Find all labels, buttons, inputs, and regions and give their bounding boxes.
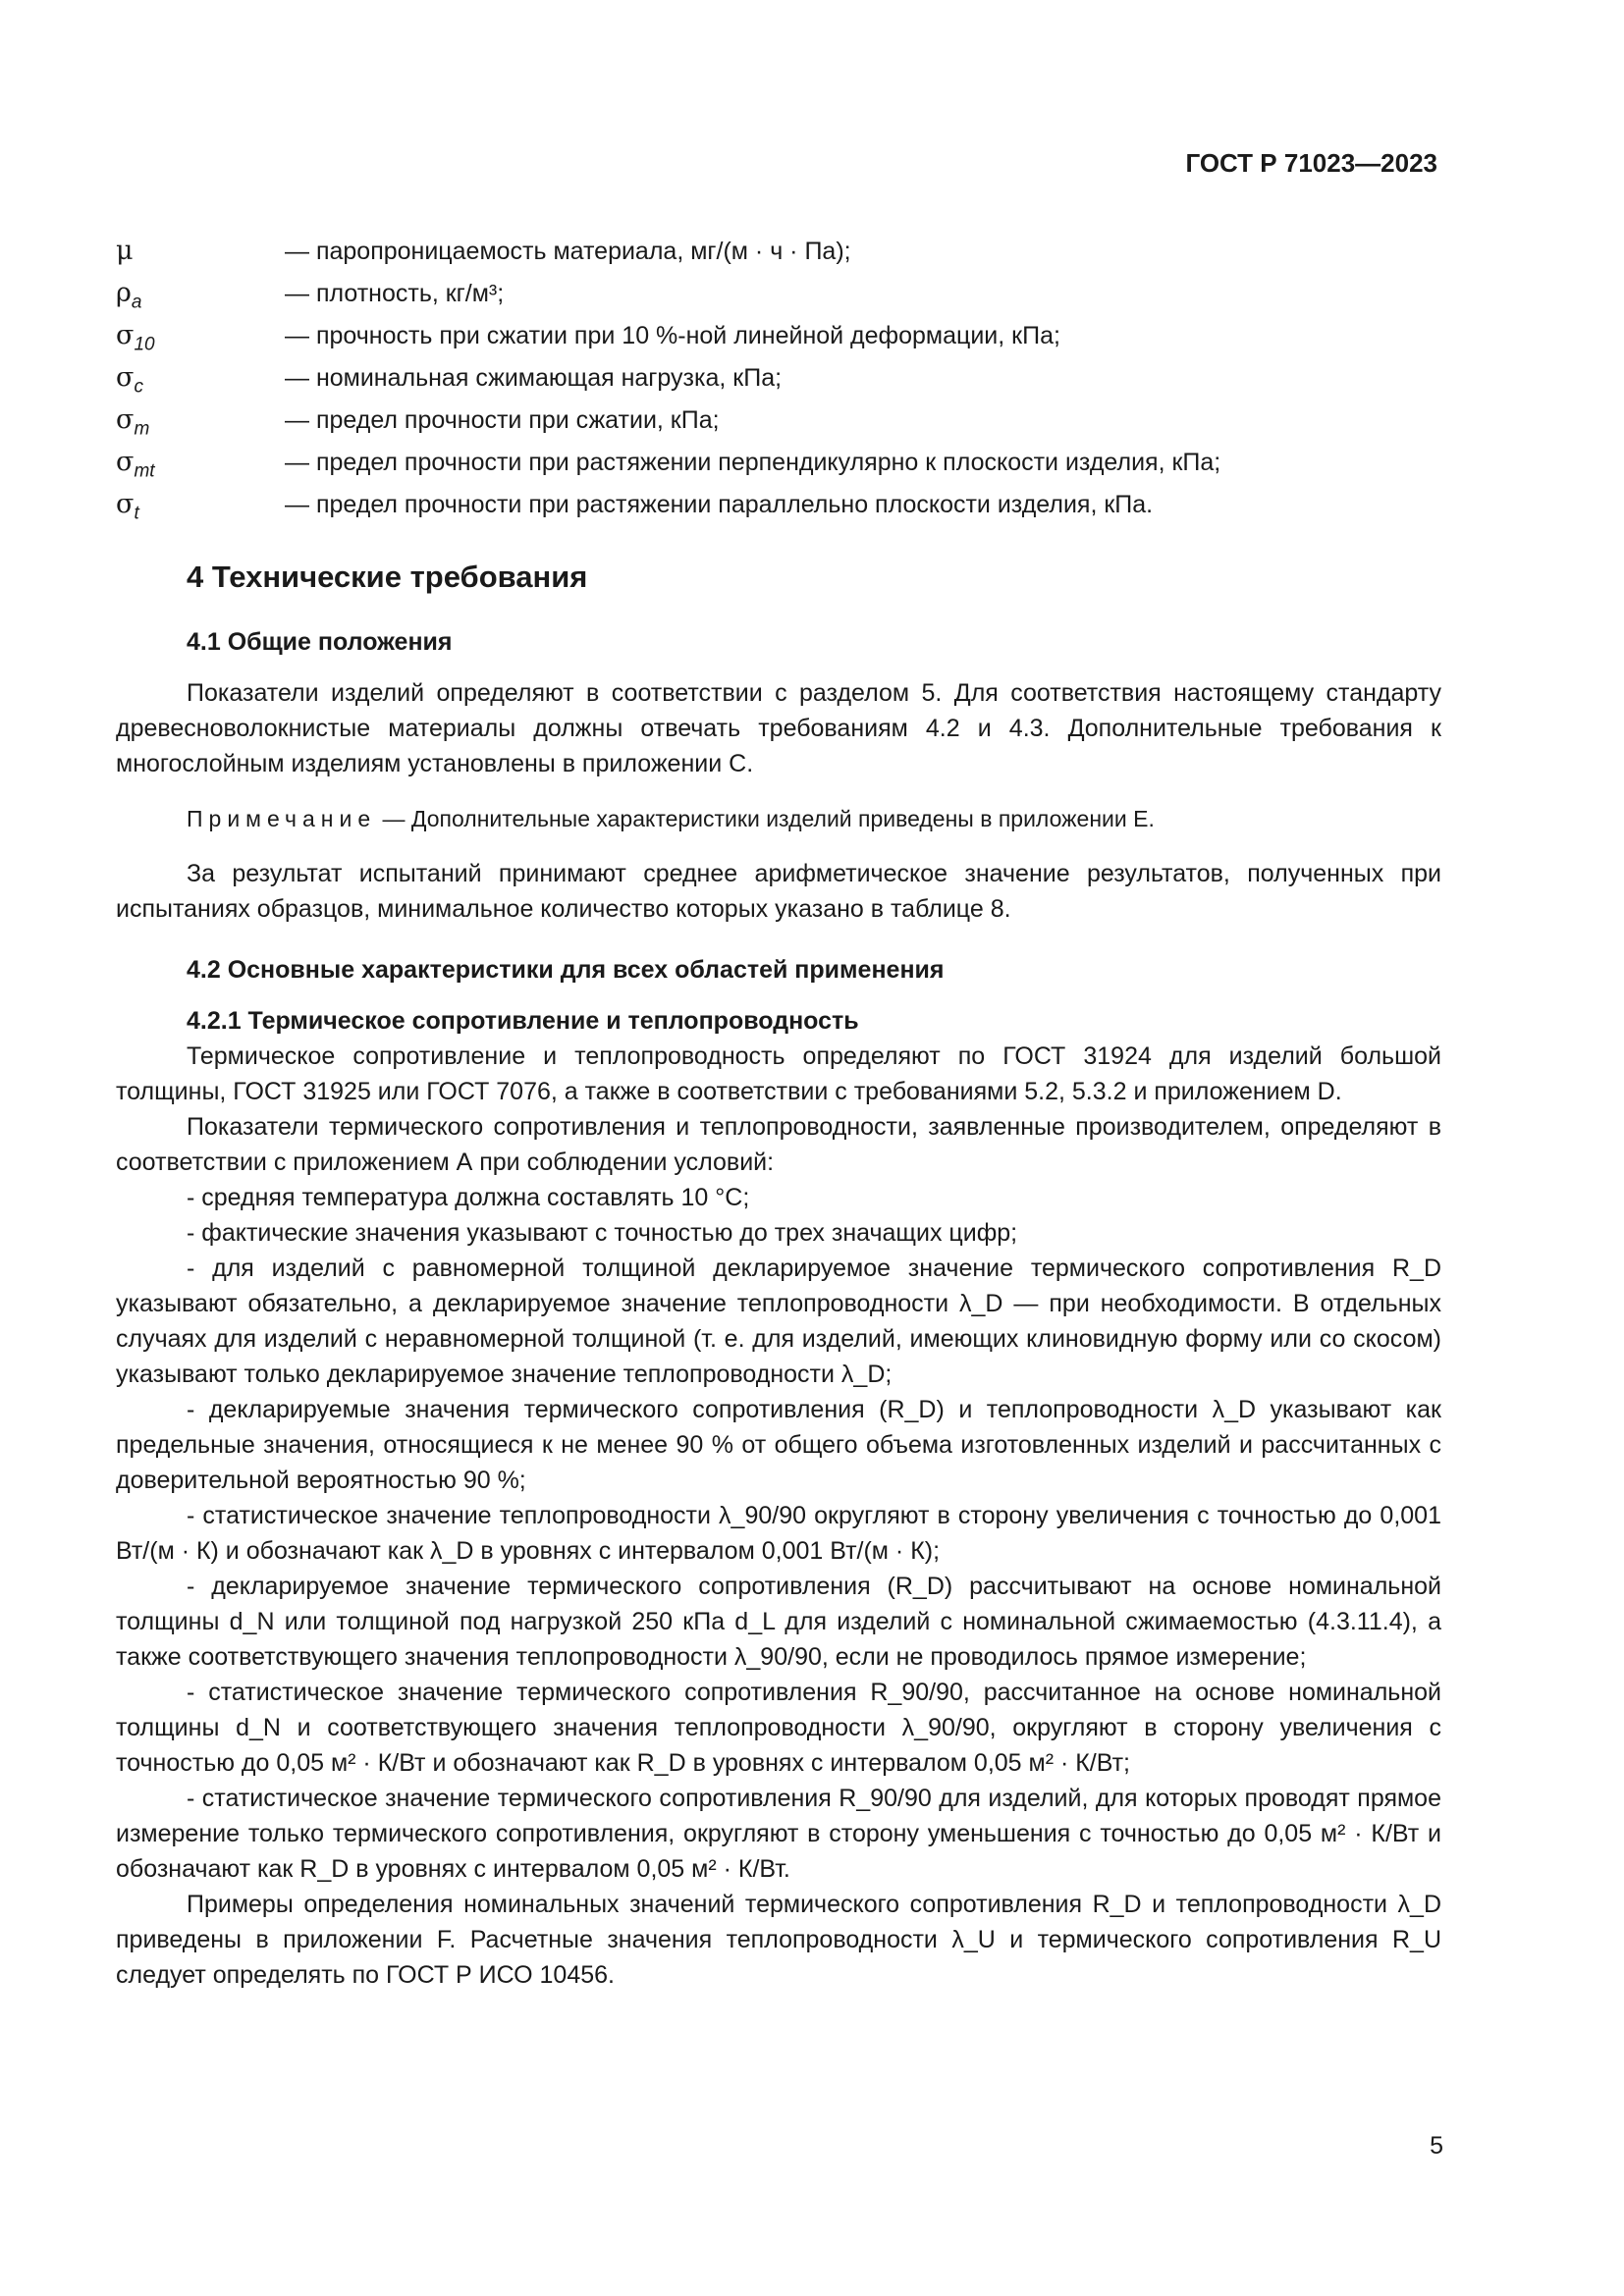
note: Примечание — Дополнительные характеристики изделий приведены в приложении Е. [187,806,1155,831]
list-item: - статистическое значение термического сопротивления R_90/90 для изделий, для которых проводят прямое измерение только термического сопротивления, округляют в сторону уменьшения с точностью до 0,05 м² · К/Вт и обозначают как R_D в уровнях с интервалом 0,05 м² · К/Вт. [116,1785,1441,1883]
subsection-title-4-1: 4.1 Общие положения [187,628,453,656]
list-item: - декларируемое значение термического сопротивления (R_D) рассчитывают на основе номинальной толщины d_N или толщиной под нагрузкой 250 кПа d_L для изделий с номинальной сжимаемостью (4.3.11.4), а также соответствующего значения теплопроводности λ_90/90, если не проводилось прямое измерение; [116,1573,1441,1671]
paragraph: Примеры определения номинальных значений термического сопротивления R_D и теплопроводности λ_D приведены в приложении F. Расчетные значения теплопроводности λ_U и термического сопротивления R_U следует определять по ГОСТ Р ИСО 10456. [116,1891,1441,1989]
list-item: - средняя температура должна составлять 10 °С; [187,1184,750,1211]
symbol-row: $\sigma_{10}$ — прочность при сжатии при 10 %-ной линейной деформации, кПа; [116,318,1441,360]
symbol-row: $\rho_a$ — плотность, кг/м³; [116,276,1441,318]
page-number: 5 [1430,2132,1443,2160]
symbol-row: $\sigma_t$ — предел прочности при растяжении параллельно плоскости изделия, кПа. [116,487,1441,529]
paragraph: Показатели термического сопротивления и теплопроводности, заявленные производителем, определяют в соответствии с приложением А при соблюдении условий: [116,1113,1441,1176]
paragraph: Показатели изделий определяют в соответствии с разделом 5. Для соответствия настоящему стандарту древесноволокнистые материалы должны отвечать требованиям 4.2 и 4.3. Дополнительные требования к многослойным изделиям установлены в приложении С. [116,679,1441,777]
list-item: - фактические значения указывают с точностью до трех значащих цифр; [187,1219,1018,1247]
paragraph: Термическое сопротивление и теплопроводность определяют по ГОСТ 31924 для изделий большой толщины, ГОСТ 31925 или ГОСТ 7076, а также в соответствии с требованиями 5.2, 5.3.2 и приложением D. [116,1042,1441,1105]
symbol-row: $\sigma_m$ — предел прочности при сжатии, кПа; [116,402,1441,445]
symbol-definition: — предел прочности при сжатии, кПа; [285,406,720,434]
list-item: - статистическое значение термического сопротивления R_90/90, рассчитанное на основе номинальной толщины d_N и соответствующего значения теплопроводности λ_90/90, округляют в сторону увеличения с точностью до 0,05 м² · К/Вт и обозначают как R_D в уровнях с интервалом 0,05 м² · К/Вт; [116,1679,1441,1777]
section-content [116,556,1441,1993]
symbol-definition: — номинальная сжимающая нагрузка, кПа; [285,364,783,392]
symbol-definition: — предел прочности при растяжении параллельно плоскости изделия, кПа. [285,491,1154,518]
symbol-row: μ — паропроницаемость материала, мг/(м · ч · Па); [116,234,1441,276]
symbol-definition: — предел прочности при растяжении перпендикулярно к плоскости изделия, кПа; [285,449,1221,476]
section-title: 4 Технические требования [187,560,588,594]
document-header: ГОСТ Р 71023—2023 [1185,148,1437,178]
subsection-title-4-2-1: 4.2.1 Термическое сопротивление и теплопроводность [187,1007,859,1035]
symbol-definition: — прочность при сжатии при 10 %-ной линейной деформации, кПа; [285,322,1060,349]
symbol-definition: — плотность, кг/м³; [285,280,505,307]
subsection-title-4-2: 4.2 Основные характеристики для всех областей применения [187,956,945,984]
list-item: - статистическое значение теплопроводности λ_90/90 округляют в сторону увеличения с точностью до 0,001 Вт/(м · К) и обозначают как λ_D в уровнях с интервалом 0,001 Вт/(м · К); [116,1502,1441,1565]
symbol-definition: — паропроницаемость материала, мг/(м · ч · Па); [285,238,851,265]
paragraph: За результат испытаний принимают среднее арифметическое значение результатов, полученных при испытаниях образцов, минимальное количество которых указано в таблице 8. [116,860,1441,923]
list-item: - декларируемые значения термического сопротивления (R_D) и теплопроводности λ_D указывают как предельные значения, относящиеся к не менее 90 % от общего объема изготовленных изделий и рассчитанных с доверительной вероятностью 90 %; [116,1396,1441,1494]
symbol-row: $\sigma_{mt}$ — предел прочности при растяжении перпендикулярно к плоскости изделия, кПа; [116,445,1441,487]
list-item: - для изделий с равномерной толщиной декларируемое значение термического сопротивления R_D указывают обязательно, а декларируемое значение теплопроводности λ_D — при необходимости. В отдельных случаях для изделий с неравномерной толщиной (т. е. для изделий, имеющих клиновидную форму или со скосом) указывают только декларируемое значение теплопроводности λ_D; [116,1255,1441,1388]
symbol-row: $\sigma_c$ — номинальная сжимающая нагрузка, кПа; [116,360,1441,402]
symbols-list [116,234,1441,529]
